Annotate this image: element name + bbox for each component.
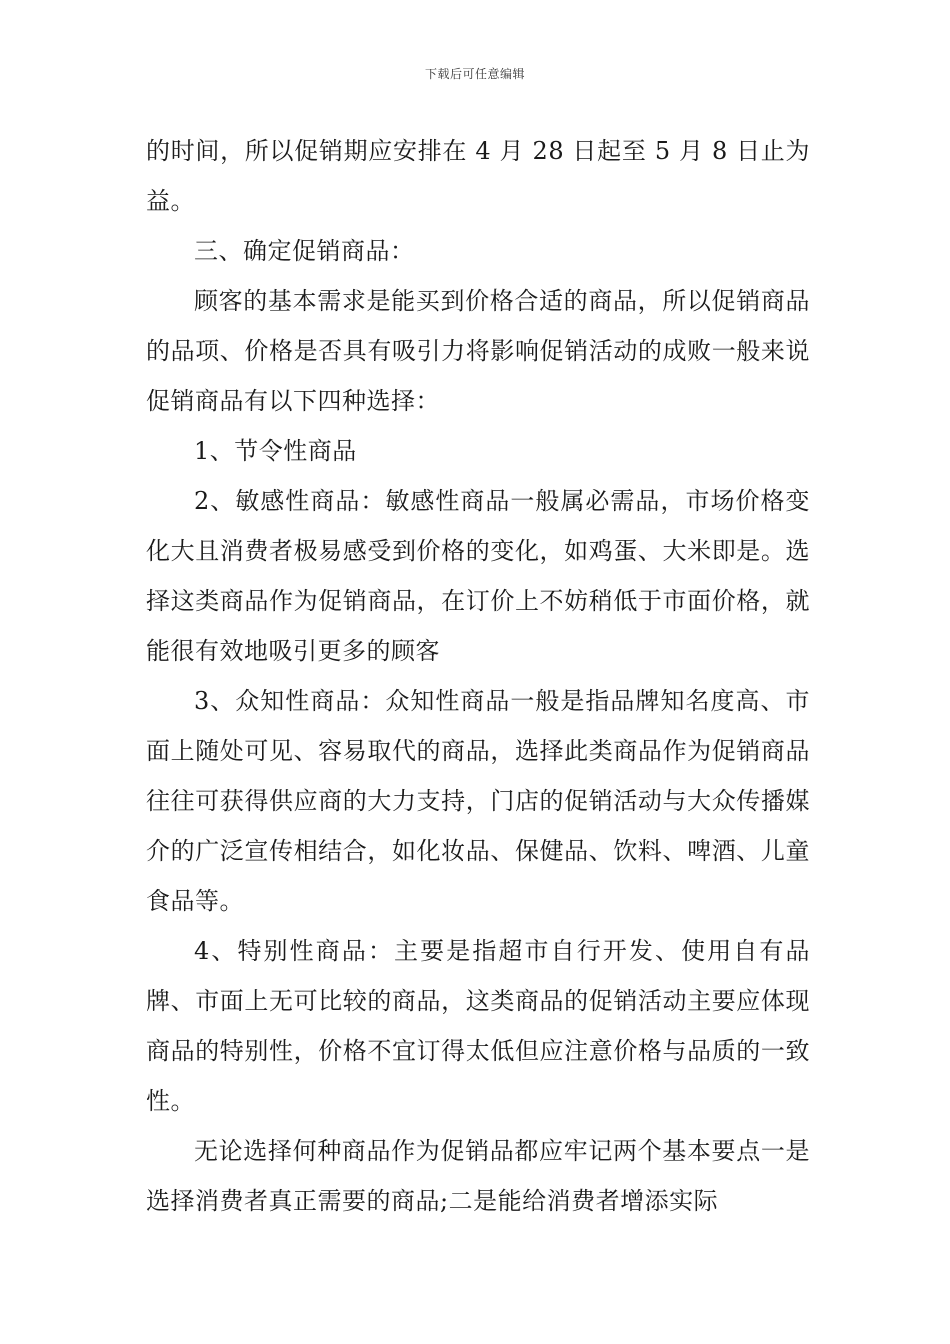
list-item-special-goods: 4、特别性商品：主要是指超市自行开发、使用自有品牌、市面上无可比较的商品，这类商品的促销活动主要应体现商品的特别性，价格不宜订得太低但应注意价格与品质的一致性。 (146, 937, 810, 1115)
paragraph-customer-needs: 顾客的基本需求是能买到价格合适的商品，所以促销商品的品项、价格是否具有吸引力将影响促销活动的成败一般来说促销商品有以下四种选择： (146, 287, 810, 415)
document-body (146, 126, 810, 1226)
page-header-note: 下载后可任意编辑 (424, 67, 525, 81)
list-item-well-known-goods: 3、众知性商品：众知性商品一般是指品牌知名度高、市面上随处可见、容易取代的商品，选择此类商品作为促销商品往往可获得供应商的大力支持，门店的促销活动与大众传播媒介的广泛宣传相结合，如化妆品、保健品、饮料、啤酒、儿童食品等。 (146, 687, 810, 915)
paragraph-continuation: 的时间，所以促销期应安排在 4 月 28 日起至 5 月 8 日止为益。 (146, 137, 810, 215)
list-item-sensitive-goods: 2、敏感性商品：敏感性商品一般属必需品，市场价格变化大且消费者极易感受到价格的变化，如鸡蛋、大米即是。选择这类商品作为促销商品，在订价上不妨稍低于市面价格，就能很有效地吸引更多的顾客 (146, 487, 810, 665)
paragraph-key-points: 无论选择何种商品作为促销品都应牢记两个基本要点一是选择消费者真正需要的商品;二是能给消费者增添实际 (146, 1137, 810, 1215)
list-item-seasonal-goods: 1、节令性商品 (194, 437, 357, 465)
section-heading-promo-goods: 三、确定促销商品： (194, 237, 415, 265)
